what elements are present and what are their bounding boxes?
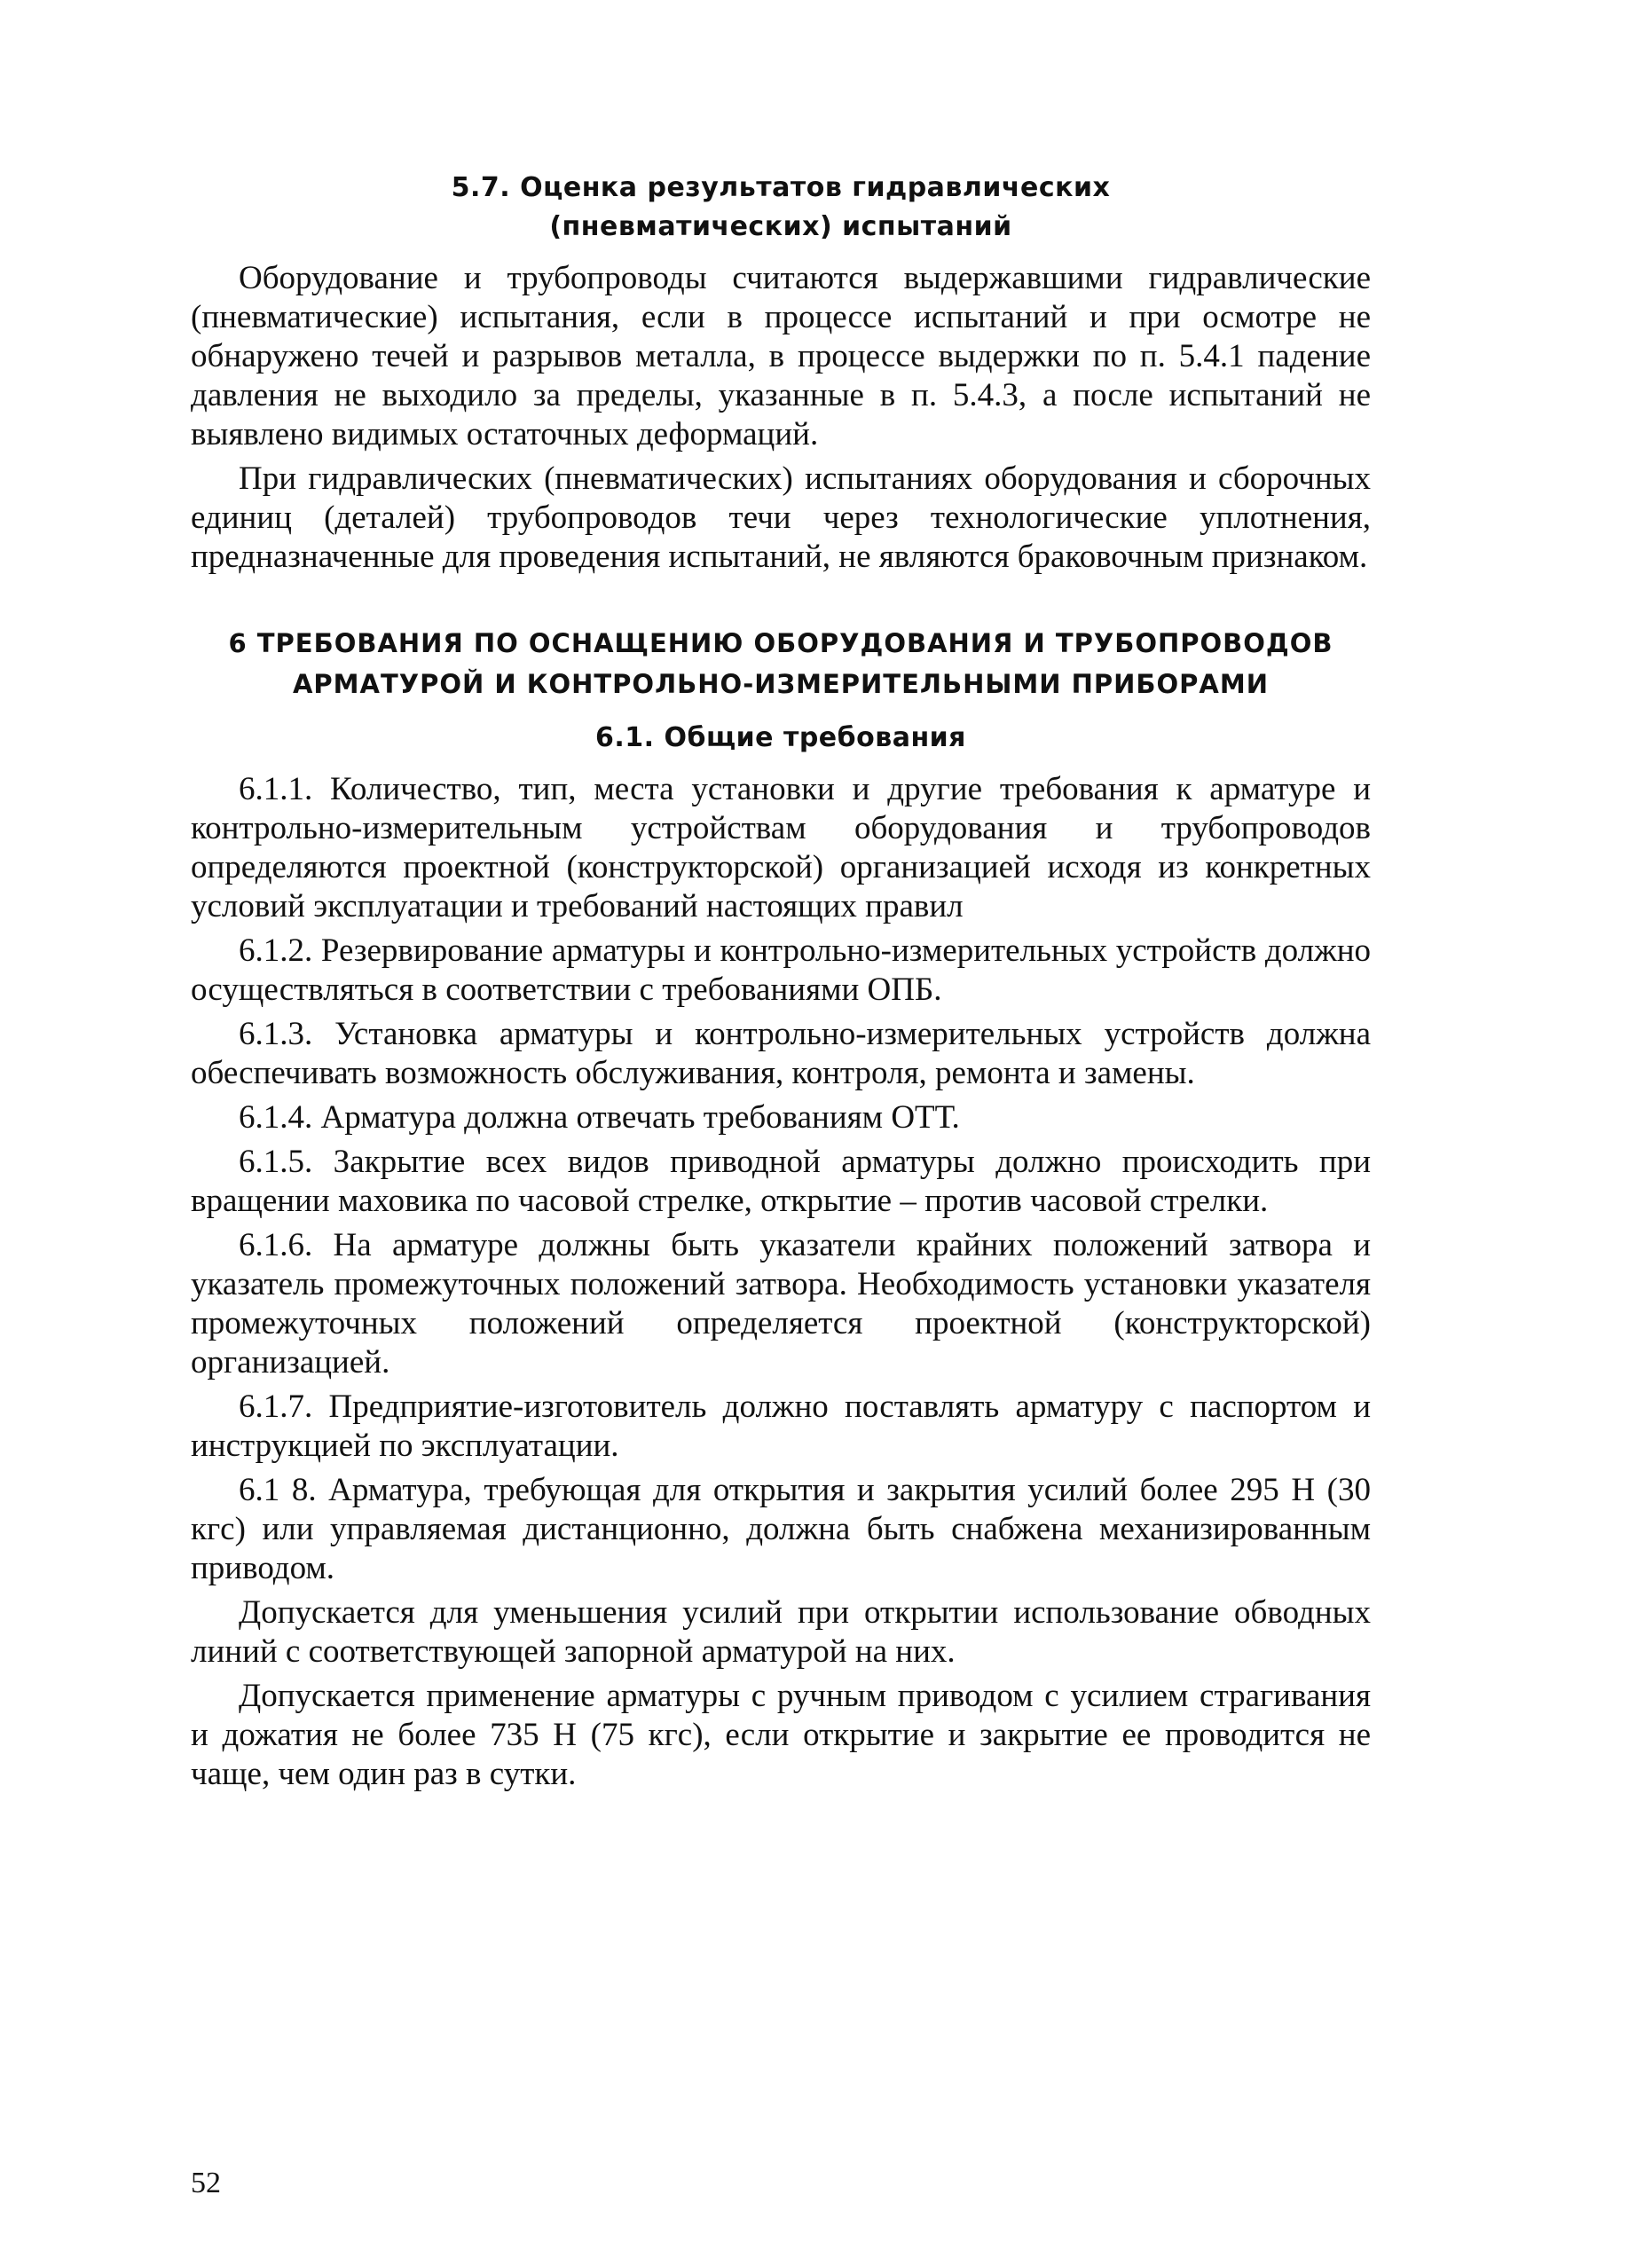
paragraph: 6.1.3. Установка арматуры и контрольно-измерительных устройств должна обеспечивать возможность обслуживания, контроля, ремонта и замены.	[191, 1016, 1371, 1091]
section-5-7-title-line-1: 5.7. Оценка результатов гидравлических	[451, 172, 1111, 203]
paragraph: 6.1.7. Предприятие-изготовитель должно поставлять арматуру с паспортом и инструкцией по эксплуатации.	[191, 1388, 1371, 1464]
section-6-title-line-2: АРМАТУРОЙ И КОНТРОЛЬНО-ИЗМЕРИТЕЛЬНЫМИ ПРИБОРАМИ	[292, 669, 1270, 699]
section-6-title-line-1: 6 ТРЕБОВАНИЯ ПО ОСНАЩЕНИЮ ОБОРУДОВАНИЯ И ТРУБОПРОВОДОВ	[228, 628, 1333, 658]
paragraph: 6.1.2. Резервирование арматуры и контрольно-измерительных устройств должно осуществляться в соответствии с требованиями ОПБ.	[191, 932, 1371, 1008]
section-6-1-title: 6.1. Общие требования	[595, 722, 966, 753]
section-5-7-body	[191, 259, 1371, 577]
document-page	[191, 169, 1371, 2200]
paragraph: Допускается применение арматуры с ручным приводом с усилием страгивания и дожатия не более 735 Н (75 кгс), если открытие и закрытие ее проводится не чаще, чем один раз в сутки.	[191, 1678, 1371, 1792]
page-number: 52	[191, 2167, 221, 2199]
paragraph: Оборудование и трубопроводы считаются выдержавшими гидравлические (пневматические) испытания, если в процессе испытаний и при осмотре не обнаружено течей и разрывов металла, в процессе выдержки по п. 5.4.1 падение давления не выходило за пределы, указанные в п. 5.4.3, а после испытаний не выявлено видимых остаточных деформаций.	[191, 260, 1371, 452]
paragraph: Допускается для уменьшения усилий при открытии использование обводных линий с соответствующей запорной арматурой на них.	[191, 1594, 1371, 1670]
section-6-title	[191, 623, 1371, 704]
section-5-7-title-line-2: (пневматических) испытаний	[549, 211, 1012, 242]
paragraph: 6.1.6. На арматуре должны быть указатели крайних положений затвора и указатель промежуточных положений затвора. Необходимость установки указателя промежуточных положений определяется проектной (конструкторской) организацией.	[191, 1227, 1371, 1381]
section-5-7-title	[191, 169, 1371, 247]
paragraph: 6.1.4. Арматура должна отвечать требованиям ОТТ.	[239, 1099, 960, 1136]
paragraph: 6.1.1. Количество, тип, места установки и другие требования к арматуре и контрольно-измерительным устройствам оборудования и трубопроводов определяются проектной (конструкторской) организацией исходя из конкретных условий эксплуатации и требований настоящих правил	[191, 771, 1371, 924]
paragraph: 6.1 8. Арматура, требующая для открытия и закрытия усилий более 295 Н (30 кгс) или управляемая дистанционно, должна быть снабжена механизированным приводом.	[191, 1472, 1371, 1586]
paragraph: 6.1.5. Закрытие всех видов приводной арматуры должно происходить при вращении маховика по часовой стрелке, открытие – против часовой стрелки.	[191, 1144, 1371, 1219]
section-6-1-body	[191, 770, 1371, 1794]
paragraph: При гидравлических (пневматических) испытаниях оборудования и сборочных единиц (деталей) трубопроводов течи через технологические уплотнения, предназначенные для проведения испытаний, не являются браковочным признаком.	[191, 460, 1371, 575]
